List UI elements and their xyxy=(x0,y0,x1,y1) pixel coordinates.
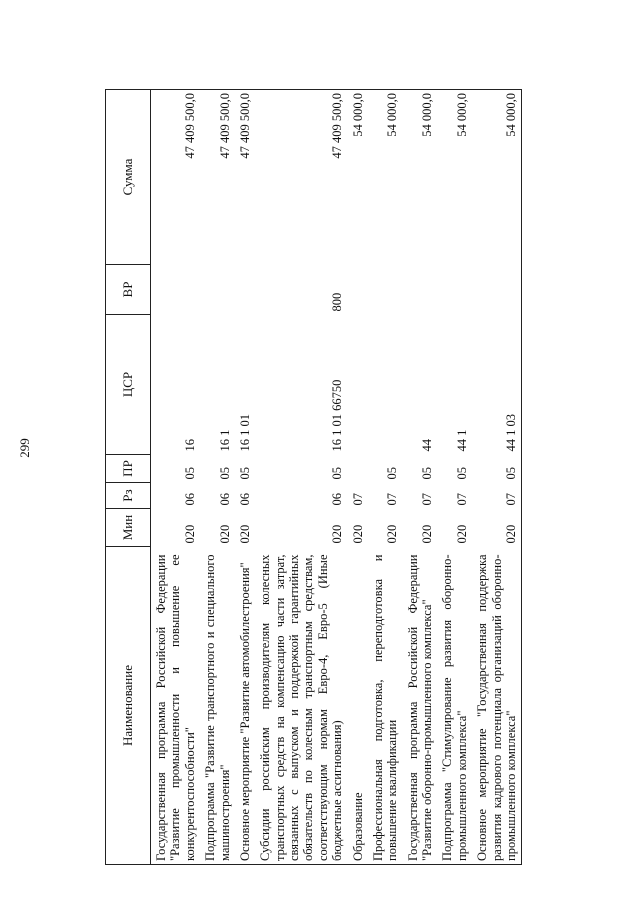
row-rz: 07 xyxy=(454,493,469,506)
row-pr: 05 xyxy=(330,467,345,480)
row-csr: 44 1 03 xyxy=(472,315,522,455)
row-pr: 05 xyxy=(182,467,197,480)
header-rz: Рз xyxy=(106,483,151,509)
header-pr: ПР xyxy=(106,455,151,483)
table-header-row xyxy=(106,90,151,865)
row-vr xyxy=(348,265,368,315)
row-name: Государственная программа Российской Федерации "Развитие оборонно-промышленного комплекса" xyxy=(403,547,438,865)
row-min: 020 xyxy=(237,524,252,544)
table-row xyxy=(368,90,403,865)
header-min: Мин xyxy=(106,509,151,547)
row-vr xyxy=(368,265,403,315)
row-vr xyxy=(151,265,201,315)
budget-table xyxy=(105,89,522,865)
table-row xyxy=(403,90,438,865)
page-number: 299 xyxy=(17,438,32,458)
row-name: Государственная программа Российской Федерации "Развитие промышленности и повышение ее конкурентоспособности" xyxy=(151,547,201,865)
row-min: 020 xyxy=(182,524,197,544)
table-row xyxy=(255,90,347,865)
table-row xyxy=(200,90,235,865)
row-sum: 47 409 500,0 xyxy=(235,90,255,265)
row-rz: 07 xyxy=(472,483,522,509)
row-pr: 05 xyxy=(237,467,252,480)
header-name: Наименование xyxy=(106,547,151,865)
row-pr: 05 xyxy=(472,455,522,483)
row-min: 020 xyxy=(472,509,522,547)
header-sum: Сумма xyxy=(106,90,151,265)
table-row xyxy=(348,90,368,865)
row-name: Профессиональная подготовка, переподготовка и повышение квалификации xyxy=(368,547,403,865)
row-min: 020 xyxy=(217,524,232,544)
row-min: 020 xyxy=(350,524,365,544)
table-row xyxy=(472,90,522,865)
row-rz: 07 xyxy=(350,493,365,506)
header-vr: ВР xyxy=(106,265,151,315)
row-sum: 54 000,0 xyxy=(472,90,522,265)
row-name: Субсидии российским производителям колесных транспортных средств на компенсацию части затрат, связанных с выпуском и поддержкой гарантийных обязательств по колесным транспортным средствам, соответствующим нормам Евро-4, Евро-5 (Иные бюджетные ассигнования) xyxy=(255,547,347,865)
table-row xyxy=(437,90,472,865)
row-csr: 16 1 01 xyxy=(237,414,252,452)
row-pr xyxy=(348,455,368,483)
row-name: Образование xyxy=(348,547,368,865)
row-csr: 16 xyxy=(182,439,197,452)
table-row xyxy=(235,90,255,865)
row-sum: 47 409 500,0 xyxy=(151,90,201,265)
row-rz: 07 xyxy=(420,493,434,506)
row-name: Основное мероприятие "Государственная поддержка развития кадрового потенциала организаций оборонно-промышленного комплекса" xyxy=(472,547,522,865)
row-sum: 47 409 500,0 xyxy=(255,90,347,265)
row-pr: 05 xyxy=(420,467,434,480)
row-sum: 54 000,0 xyxy=(348,90,368,265)
header-csr: ЦСР xyxy=(106,315,151,455)
row-vr: 800 xyxy=(330,292,345,312)
row-csr xyxy=(348,315,368,455)
row-min: 020 xyxy=(454,524,469,544)
row-vr xyxy=(200,265,235,315)
row-sum: 54 000,0 xyxy=(403,90,438,265)
row-sum: 54 000,0 xyxy=(368,90,403,265)
row-csr: 16 1 01 66750 xyxy=(330,379,345,452)
row-pr: 05 xyxy=(385,467,400,480)
row-vr xyxy=(235,265,255,315)
row-name: Основное мероприятие "Развитие автомобилестроения" xyxy=(235,547,255,865)
row-name: Подпрограмма "Развитие транспортного и специального машиностроения" xyxy=(200,547,235,865)
row-sum: 47 409 500,0 xyxy=(200,90,235,265)
row-rz: 06 xyxy=(182,493,197,506)
row-min: 020 xyxy=(420,524,434,544)
row-csr xyxy=(368,315,403,455)
row-rz: 06 xyxy=(237,493,252,506)
row-rz: 07 xyxy=(385,493,400,506)
row-pr: 05 xyxy=(217,467,232,480)
row-vr xyxy=(403,265,438,315)
row-csr: 44 xyxy=(420,439,434,452)
row-pr: 05 xyxy=(454,467,469,480)
row-min: 020 xyxy=(330,524,345,544)
table-row xyxy=(151,90,201,865)
row-sum: 54 000,0 xyxy=(437,90,472,265)
row-rz: 06 xyxy=(217,493,232,506)
row-csr: 16 1 xyxy=(217,429,232,452)
row-name: Подпрограмма "Стимулирование развития оборонно-промышленного комплекса" xyxy=(437,547,472,865)
row-min: 020 xyxy=(385,524,400,544)
row-csr: 44 1 xyxy=(454,429,469,452)
row-rz: 06 xyxy=(330,493,345,506)
row-vr xyxy=(472,265,522,315)
row-vr xyxy=(437,265,472,315)
